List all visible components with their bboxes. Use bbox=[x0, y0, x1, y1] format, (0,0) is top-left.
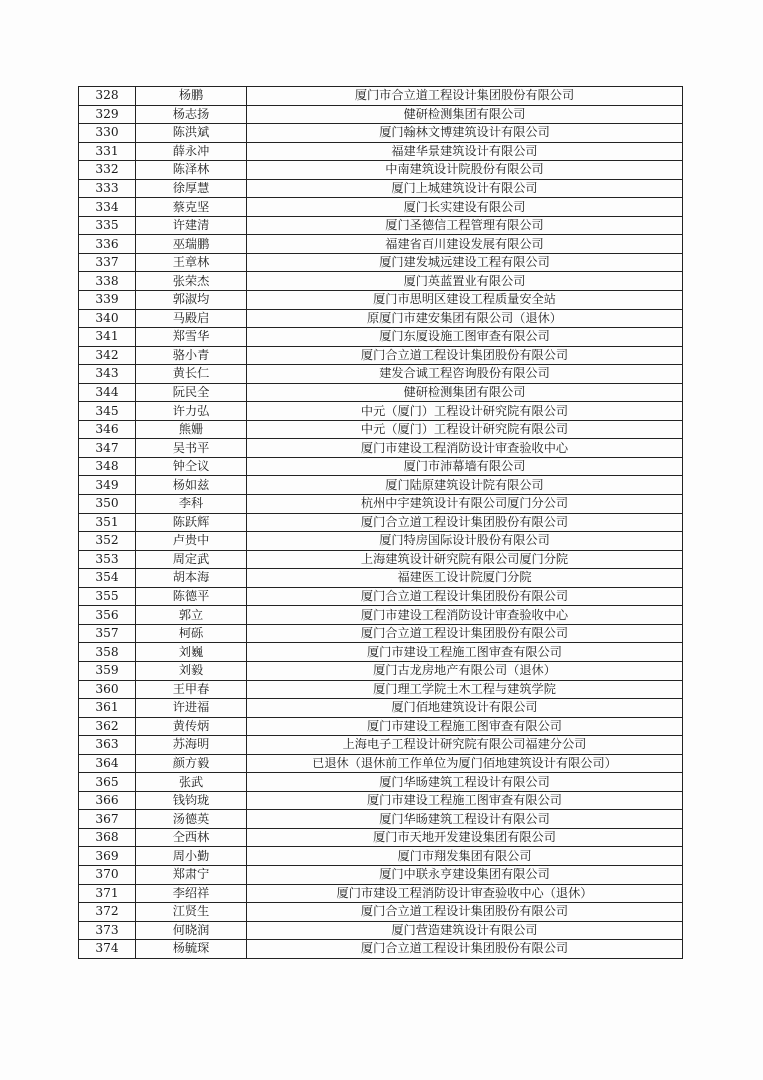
table-row bbox=[79, 495, 683, 514]
table-row bbox=[79, 810, 683, 829]
row-number: 362 bbox=[79, 717, 136, 736]
roster-body bbox=[79, 87, 683, 959]
table-row bbox=[79, 179, 683, 198]
row-number: 369 bbox=[79, 847, 136, 866]
table-row bbox=[79, 124, 683, 143]
person-name: 钱钧珑 bbox=[136, 791, 247, 810]
table-row bbox=[79, 736, 683, 755]
row-number: 357 bbox=[79, 624, 136, 643]
person-name: 柯砾 bbox=[136, 624, 247, 643]
organization-name: 厦门华旸建筑工程设计有限公司 bbox=[247, 810, 683, 829]
organization-name: 厦门长实建设有限公司 bbox=[247, 198, 683, 217]
table-row bbox=[79, 606, 683, 625]
organization-name: 厦门市建设工程施工图审查有限公司 bbox=[247, 717, 683, 736]
person-name: 江贤生 bbox=[136, 903, 247, 922]
organization-name: 厦门合立道工程设计集团股份有限公司 bbox=[247, 940, 683, 959]
table-row bbox=[79, 457, 683, 476]
person-name: 许力弘 bbox=[136, 402, 247, 421]
person-name: 刘巍 bbox=[136, 643, 247, 662]
row-number: 370 bbox=[79, 865, 136, 884]
table-row bbox=[79, 365, 683, 384]
organization-name: 福建华景建筑设计有限公司 bbox=[247, 142, 683, 161]
organization-name: 厦门翰林文博建筑设计有限公司 bbox=[247, 124, 683, 143]
table-row bbox=[79, 624, 683, 643]
table-row bbox=[79, 940, 683, 959]
table-row bbox=[79, 513, 683, 532]
person-name: 薛永冲 bbox=[136, 142, 247, 161]
table-row bbox=[79, 643, 683, 662]
table-row bbox=[79, 216, 683, 235]
table-row bbox=[79, 828, 683, 847]
organization-name: 厦门古龙房地产有限公司（退休） bbox=[247, 661, 683, 680]
organization-name: 中元（厦门）工程设计研究院有限公司 bbox=[247, 402, 683, 421]
row-number: 338 bbox=[79, 272, 136, 291]
row-number: 341 bbox=[79, 328, 136, 347]
table-row bbox=[79, 773, 683, 792]
organization-name: 厦门市思明区建设工程质量安全站 bbox=[247, 291, 683, 310]
row-number: 351 bbox=[79, 513, 136, 532]
person-name: 卢贵中 bbox=[136, 532, 247, 551]
table-row bbox=[79, 847, 683, 866]
row-number: 339 bbox=[79, 291, 136, 310]
organization-name: 健研检测集团有限公司 bbox=[247, 105, 683, 124]
table-row bbox=[79, 87, 683, 106]
row-number: 364 bbox=[79, 754, 136, 773]
person-name: 王章林 bbox=[136, 253, 247, 272]
organization-name: 厦门市沛幕墙有限公司 bbox=[247, 457, 683, 476]
row-number: 367 bbox=[79, 810, 136, 829]
row-number: 343 bbox=[79, 365, 136, 384]
person-name: 陈泽林 bbox=[136, 161, 247, 180]
person-name: 李绍祥 bbox=[136, 884, 247, 903]
table-row bbox=[79, 661, 683, 680]
person-name: 杨志扬 bbox=[136, 105, 247, 124]
table-row bbox=[79, 235, 683, 254]
table-row bbox=[79, 550, 683, 569]
row-number: 345 bbox=[79, 402, 136, 421]
table-row bbox=[79, 328, 683, 347]
organization-name: 厦门市建设工程消防设计审查验收中心（退休） bbox=[247, 884, 683, 903]
table-row bbox=[79, 921, 683, 940]
organization-name: 厦门市建设工程消防设计审查验收中心 bbox=[247, 606, 683, 625]
person-name: 徐厚慧 bbox=[136, 179, 247, 198]
person-name: 阮民全 bbox=[136, 383, 247, 402]
person-name: 陈德平 bbox=[136, 587, 247, 606]
table-row bbox=[79, 754, 683, 773]
row-number: 365 bbox=[79, 773, 136, 792]
table-row bbox=[79, 476, 683, 495]
row-number: 363 bbox=[79, 736, 136, 755]
person-name: 张荣杰 bbox=[136, 272, 247, 291]
row-number: 340 bbox=[79, 309, 136, 328]
organization-name: 厦门市合立道工程设计集团股份有限公司 bbox=[247, 87, 683, 106]
table-row bbox=[79, 865, 683, 884]
person-name: 陈洪斌 bbox=[136, 124, 247, 143]
person-name: 黄传炳 bbox=[136, 717, 247, 736]
person-name: 杨鹏 bbox=[136, 87, 247, 106]
organization-name: 健研检测集团有限公司 bbox=[247, 383, 683, 402]
person-name: 黄长仁 bbox=[136, 365, 247, 384]
person-name: 郭立 bbox=[136, 606, 247, 625]
row-number: 373 bbox=[79, 921, 136, 940]
row-number: 368 bbox=[79, 828, 136, 847]
organization-name: 厦门理工学院土木工程与建筑学院 bbox=[247, 680, 683, 699]
organization-name: 厦门市建设工程施工图审查有限公司 bbox=[247, 643, 683, 662]
organization-name: 厦门市翔发集团有限公司 bbox=[247, 847, 683, 866]
row-number: 346 bbox=[79, 420, 136, 439]
person-name: 何晓润 bbox=[136, 921, 247, 940]
person-name: 钟仝议 bbox=[136, 457, 247, 476]
table-row bbox=[79, 105, 683, 124]
organization-name: 厦门合立道工程设计集团股份有限公司 bbox=[247, 513, 683, 532]
table-row bbox=[79, 587, 683, 606]
person-name: 刘毅 bbox=[136, 661, 247, 680]
person-name: 周小勤 bbox=[136, 847, 247, 866]
row-number: 334 bbox=[79, 198, 136, 217]
table-row bbox=[79, 402, 683, 421]
row-number: 353 bbox=[79, 550, 136, 569]
organization-name: 原厦门市建安集团有限公司（退休） bbox=[247, 309, 683, 328]
row-number: 355 bbox=[79, 587, 136, 606]
organization-name: 厦门佰地建筑设计有限公司 bbox=[247, 699, 683, 718]
table-row bbox=[79, 791, 683, 810]
table-row bbox=[79, 383, 683, 402]
person-name: 巫瑞鹏 bbox=[136, 235, 247, 254]
row-number: 372 bbox=[79, 903, 136, 922]
organization-name: 上海电子工程设计研究院有限公司福建分公司 bbox=[247, 736, 683, 755]
organization-name: 厦门华旸建筑工程设计有限公司 bbox=[247, 773, 683, 792]
row-number: 333 bbox=[79, 179, 136, 198]
row-number: 374 bbox=[79, 940, 136, 959]
person-name: 胡本海 bbox=[136, 569, 247, 588]
table-row bbox=[79, 699, 683, 718]
organization-name: 厦门市建设工程施工图审查有限公司 bbox=[247, 791, 683, 810]
row-number: 337 bbox=[79, 253, 136, 272]
person-name: 郑雪华 bbox=[136, 328, 247, 347]
organization-name: 厦门合立道工程设计集团股份有限公司 bbox=[247, 587, 683, 606]
row-number: 350 bbox=[79, 495, 136, 514]
row-number: 336 bbox=[79, 235, 136, 254]
person-name: 陈跃辉 bbox=[136, 513, 247, 532]
table-row bbox=[79, 346, 683, 365]
organization-name: 福建医工设计院厦门分院 bbox=[247, 569, 683, 588]
organization-name: 厦门中联永亨建设集团有限公司 bbox=[247, 865, 683, 884]
person-name: 张武 bbox=[136, 773, 247, 792]
organization-name: 中元（厦门）工程设计研究院有限公司 bbox=[247, 420, 683, 439]
table-row bbox=[79, 161, 683, 180]
person-name: 吴书平 bbox=[136, 439, 247, 458]
roster-table bbox=[78, 86, 683, 959]
table-row bbox=[79, 680, 683, 699]
organization-name: 厦门合立道工程设计集团股份有限公司 bbox=[247, 903, 683, 922]
row-number: 328 bbox=[79, 87, 136, 106]
table-row bbox=[79, 884, 683, 903]
organization-name: 厦门上城建筑设计有限公司 bbox=[247, 179, 683, 198]
organization-name: 厦门合立道工程设计集团股份有限公司 bbox=[247, 346, 683, 365]
table-row bbox=[79, 717, 683, 736]
organization-name: 厦门特房国际设计股份有限公司 bbox=[247, 532, 683, 551]
table-row bbox=[79, 253, 683, 272]
table-row bbox=[79, 532, 683, 551]
person-name: 杨毓琛 bbox=[136, 940, 247, 959]
row-number: 360 bbox=[79, 680, 136, 699]
person-name: 郑肃宁 bbox=[136, 865, 247, 884]
table-row bbox=[79, 142, 683, 161]
organization-name: 已退休（退休前工作单位为厦门佰地建筑设计有限公司） bbox=[247, 754, 683, 773]
person-name: 仝西林 bbox=[136, 828, 247, 847]
person-name: 颜方毅 bbox=[136, 754, 247, 773]
person-name: 骆小青 bbox=[136, 346, 247, 365]
row-number: 344 bbox=[79, 383, 136, 402]
row-number: 342 bbox=[79, 346, 136, 365]
person-name: 熊姗 bbox=[136, 420, 247, 439]
person-name: 马殿启 bbox=[136, 309, 247, 328]
organization-name: 福建省百川建设发展有限公司 bbox=[247, 235, 683, 254]
organization-name: 上海建筑设计研究院有限公司厦门分院 bbox=[247, 550, 683, 569]
person-name: 汤德英 bbox=[136, 810, 247, 829]
organization-name: 厦门东厦设施工图审查有限公司 bbox=[247, 328, 683, 347]
row-number: 335 bbox=[79, 216, 136, 235]
table-row bbox=[79, 291, 683, 310]
row-number: 332 bbox=[79, 161, 136, 180]
organization-name: 中南建筑设计院股份有限公司 bbox=[247, 161, 683, 180]
person-name: 苏海明 bbox=[136, 736, 247, 755]
row-number: 359 bbox=[79, 661, 136, 680]
person-name: 蔡克坚 bbox=[136, 198, 247, 217]
person-name: 王甲春 bbox=[136, 680, 247, 699]
organization-name: 杭州中宇建筑设计有限公司厦门分公司 bbox=[247, 495, 683, 514]
table-row bbox=[79, 272, 683, 291]
organization-name: 厦门英蓝置业有限公司 bbox=[247, 272, 683, 291]
row-number: 349 bbox=[79, 476, 136, 495]
row-number: 356 bbox=[79, 606, 136, 625]
person-name: 杨如兹 bbox=[136, 476, 247, 495]
organization-name: 厦门建发城远建设工程有限公司 bbox=[247, 253, 683, 272]
row-number: 348 bbox=[79, 457, 136, 476]
organization-name: 厦门营造建筑设计有限公司 bbox=[247, 921, 683, 940]
organization-name: 厦门陆原建筑设计院有限公司 bbox=[247, 476, 683, 495]
row-number: 371 bbox=[79, 884, 136, 903]
row-number: 366 bbox=[79, 791, 136, 810]
organization-name: 厦门合立道工程设计集团股份有限公司 bbox=[247, 624, 683, 643]
organization-name: 厦门圣德信工程管理有限公司 bbox=[247, 216, 683, 235]
row-number: 347 bbox=[79, 439, 136, 458]
table-row bbox=[79, 309, 683, 328]
table-row bbox=[79, 420, 683, 439]
table-row bbox=[79, 903, 683, 922]
table-row bbox=[79, 439, 683, 458]
row-number: 330 bbox=[79, 124, 136, 143]
organization-name: 建发合诚工程咨询股份有限公司 bbox=[247, 365, 683, 384]
row-number: 331 bbox=[79, 142, 136, 161]
organization-name: 厦门市建设工程消防设计审查验收中心 bbox=[247, 439, 683, 458]
person-name: 周定武 bbox=[136, 550, 247, 569]
person-name: 李科 bbox=[136, 495, 247, 514]
organization-name: 厦门市天地开发建设集团有限公司 bbox=[247, 828, 683, 847]
row-number: 329 bbox=[79, 105, 136, 124]
row-number: 354 bbox=[79, 569, 136, 588]
table-row bbox=[79, 569, 683, 588]
person-name: 许建清 bbox=[136, 216, 247, 235]
row-number: 361 bbox=[79, 699, 136, 718]
row-number: 352 bbox=[79, 532, 136, 551]
table-row bbox=[79, 198, 683, 217]
person-name: 郭淑均 bbox=[136, 291, 247, 310]
person-name: 许进福 bbox=[136, 699, 247, 718]
row-number: 358 bbox=[79, 643, 136, 662]
